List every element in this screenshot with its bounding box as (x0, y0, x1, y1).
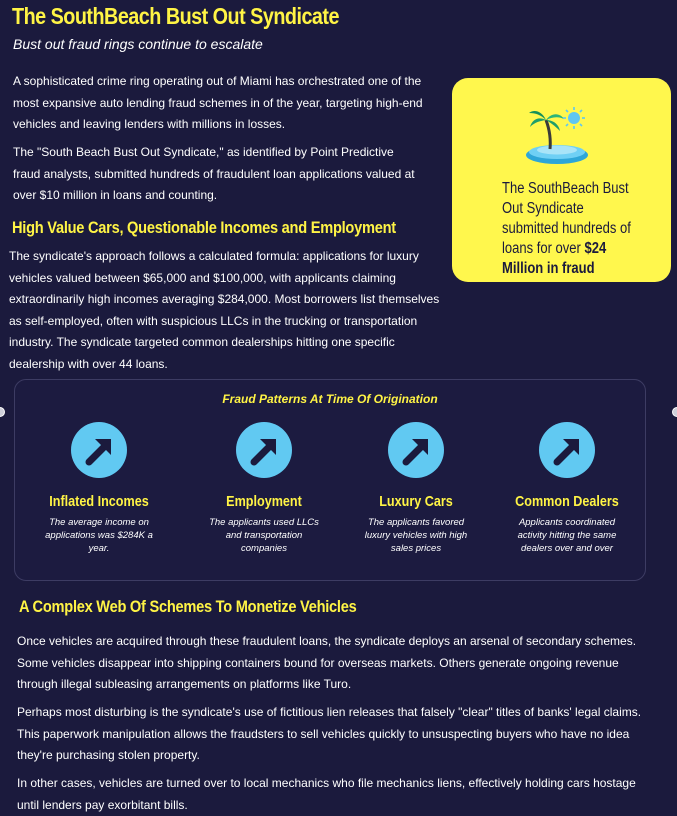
page-subtitle: Bust out fraud rings continue to escalate (13, 36, 263, 52)
pattern-luxury-cars (341, 422, 491, 555)
pattern-description: The applicants used LLCs and transportation companies (209, 517, 319, 554)
pattern-title: Luxury Cars (379, 493, 453, 510)
section-heading-high-value-cars: High Value Cars, Questionable Incomes and Employment (12, 218, 396, 237)
pattern-title: Inflated Incomes (49, 493, 149, 510)
fraud-total-callout (452, 78, 671, 282)
right-carousel-dot[interactable] (672, 407, 677, 417)
schemes-paragraph-1: Once vehicles are acquired through these fraudulent loans, the syndicate deploys an arsenal of secondary schemes. Some vehicles disappear into shipping containers bound for overseas markets. Others generate ongoing revenue through illegal subleasing arrangements on platforms like Turo. (17, 634, 637, 691)
intro-paragraph-1: A sophisticated crime ring operating out of Miami has orchestrated one of the most expansive auto lending fraud schemes in of the year, targeting high-end vehicles and leaving lenders with millions in losses. (13, 74, 423, 131)
callout-body: The SouthBeach Bust Out Syndicate submitted hundreds of loans for over (502, 180, 631, 257)
left-carousel-dot[interactable] (0, 407, 5, 417)
fraud-patterns-panel (14, 379, 646, 581)
pattern-employment (189, 422, 339, 555)
page-title: The SouthBeach Bust Out Syndicate (12, 3, 339, 29)
callout-text (502, 179, 641, 279)
section-heading-complex-web: A Complex Web Of Schemes To Monetize Vehicles (19, 597, 357, 616)
pattern-title: Common Dealers (515, 493, 619, 510)
arrow-up-right-icon (539, 422, 595, 478)
palm-island-icon (524, 102, 590, 168)
pattern-description: The applicants favored luxury vehicles with high sales prices (364, 517, 468, 554)
arrow-up-right-icon (236, 422, 292, 478)
pattern-inflated-incomes (24, 422, 174, 555)
schemes-paragraph-3: In other cases, vehicles are turned over to local mechanics who file mechanics liens, effectively holding cars hostage until lenders pay exorbitant bills. (17, 776, 636, 812)
arrow-up-right-icon (71, 422, 127, 478)
section-paragraph-syndicate-approach: The syndicate's approach follows a calculated formula: applications for luxury vehicles valued between $65,000 and $100,000, with applicants claiming extraordinarily high incomes averaging $284,000. Most borrowers list themselves as self-employed, often with suspicious LLCs in the trucking or transportation industry. The syndicate targeted common dealerships hitting one specific dealership with over 44 loans. (9, 249, 440, 371)
fraud-patterns-title: Fraud Patterns At Time Of Origination (222, 392, 438, 406)
pattern-common-dealers (492, 422, 642, 555)
pattern-title: Employment (226, 493, 302, 510)
pattern-description: Applicants coordinated activity hitting the same dealers over and over (517, 517, 617, 554)
intro-paragraph-2: The "South Beach Bust Out Syndicate," as identified by Point Predictive fraud analysts, submitted hundreds of fraudulent loan applications valued at over $10 million in loans and counting. (13, 145, 415, 202)
schemes-paragraph-2: Perhaps most disturbing is the syndicate's use of fictitious lien releases that falsely "clear" titles of banks' legal claims. This paperwork manipulation allows the fraudsters to sell vehicles quickly to unsuspecting buyers who have no idea they're purchasing stolen property. (17, 705, 642, 762)
arrow-up-right-icon (388, 422, 444, 478)
pattern-description: The average income on applications was $284K a year. (45, 517, 153, 554)
callout-highlight: $24 Million in fraud (502, 240, 607, 277)
